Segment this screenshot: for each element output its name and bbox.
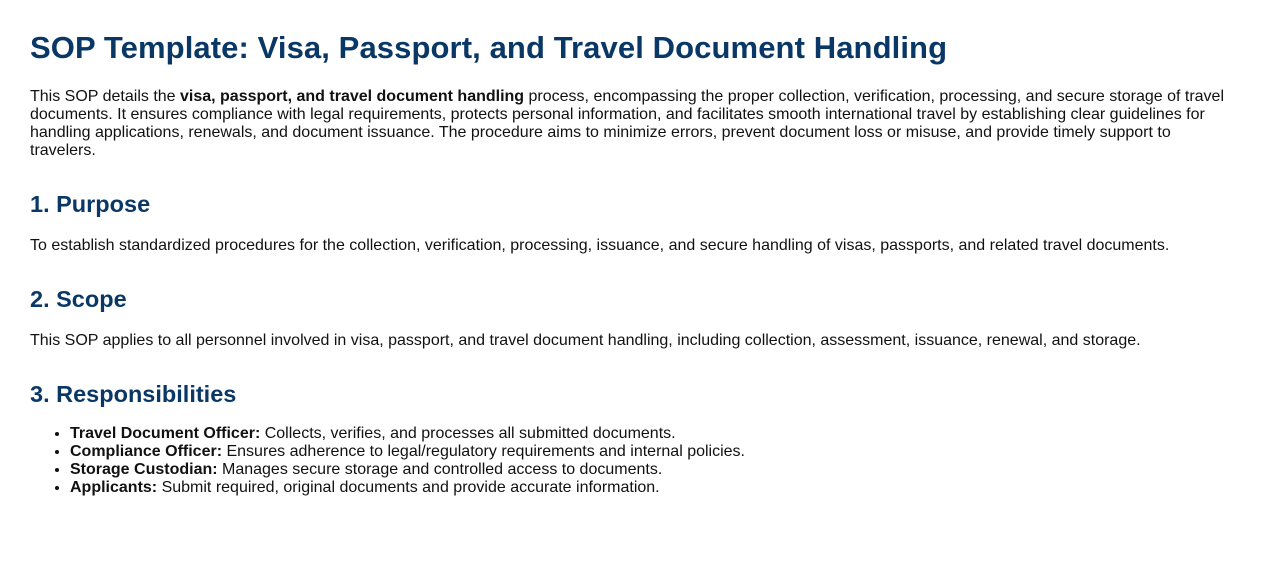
intro-paragraph	[30, 88, 1230, 160]
section-heading-responsibilities: 3. Responsibilities	[30, 381, 237, 407]
role-description: Ensures adherence to legal/regulatory requirements and internal policies.	[222, 443, 745, 460]
document-title: SOP Template: Visa, Passport, and Travel Document Handling	[30, 30, 948, 65]
role-label: Compliance Officer:	[70, 443, 223, 460]
list-item	[70, 461, 1233, 479]
intro-text-start: This SOP details the	[30, 88, 180, 105]
role-description: Collects, verifies, and processes all submitted documents.	[260, 425, 676, 442]
list-item	[70, 425, 1233, 443]
intro-text-end: process, encompassing the proper collection, verification, processing, and secure storage of travel documents. It ensures compliance with legal requirements, protects personal information, and facilitates smooth international travel by establishing clear guidelines for handling applications, renewals, and document issuance. The procedure aims to minimize errors, prevent document loss or misuse, and provide timely support to travelers.	[30, 88, 1224, 159]
intro-text-bold: visa, passport, and travel document handling	[180, 88, 525, 105]
role-description: Submit required, original documents and provide accurate information.	[157, 479, 660, 496]
role-label: Storage Custodian:	[70, 461, 218, 478]
section-text-scope: This SOP applies to all personnel involved in visa, passport, and travel document handling, including collection, assessment, issuance, renewal, and storage.	[30, 332, 1141, 349]
role-description: Manages secure storage and controlled access to documents.	[217, 461, 663, 478]
section-heading-scope: 2. Scope	[30, 286, 127, 312]
section-text-purpose: To establish standardized procedures for the collection, verification, processing, issuance, and secure handling of visas, passports, and related travel documents.	[30, 237, 1170, 254]
list-item	[70, 479, 1233, 497]
list-item	[70, 443, 1233, 461]
section-heading-purpose: 1. Purpose	[30, 191, 151, 217]
role-label: Travel Document Officer:	[70, 425, 261, 442]
role-label: Applicants:	[70, 479, 158, 496]
document-page	[0, 30, 1263, 497]
responsibilities-list	[30, 425, 1233, 497]
